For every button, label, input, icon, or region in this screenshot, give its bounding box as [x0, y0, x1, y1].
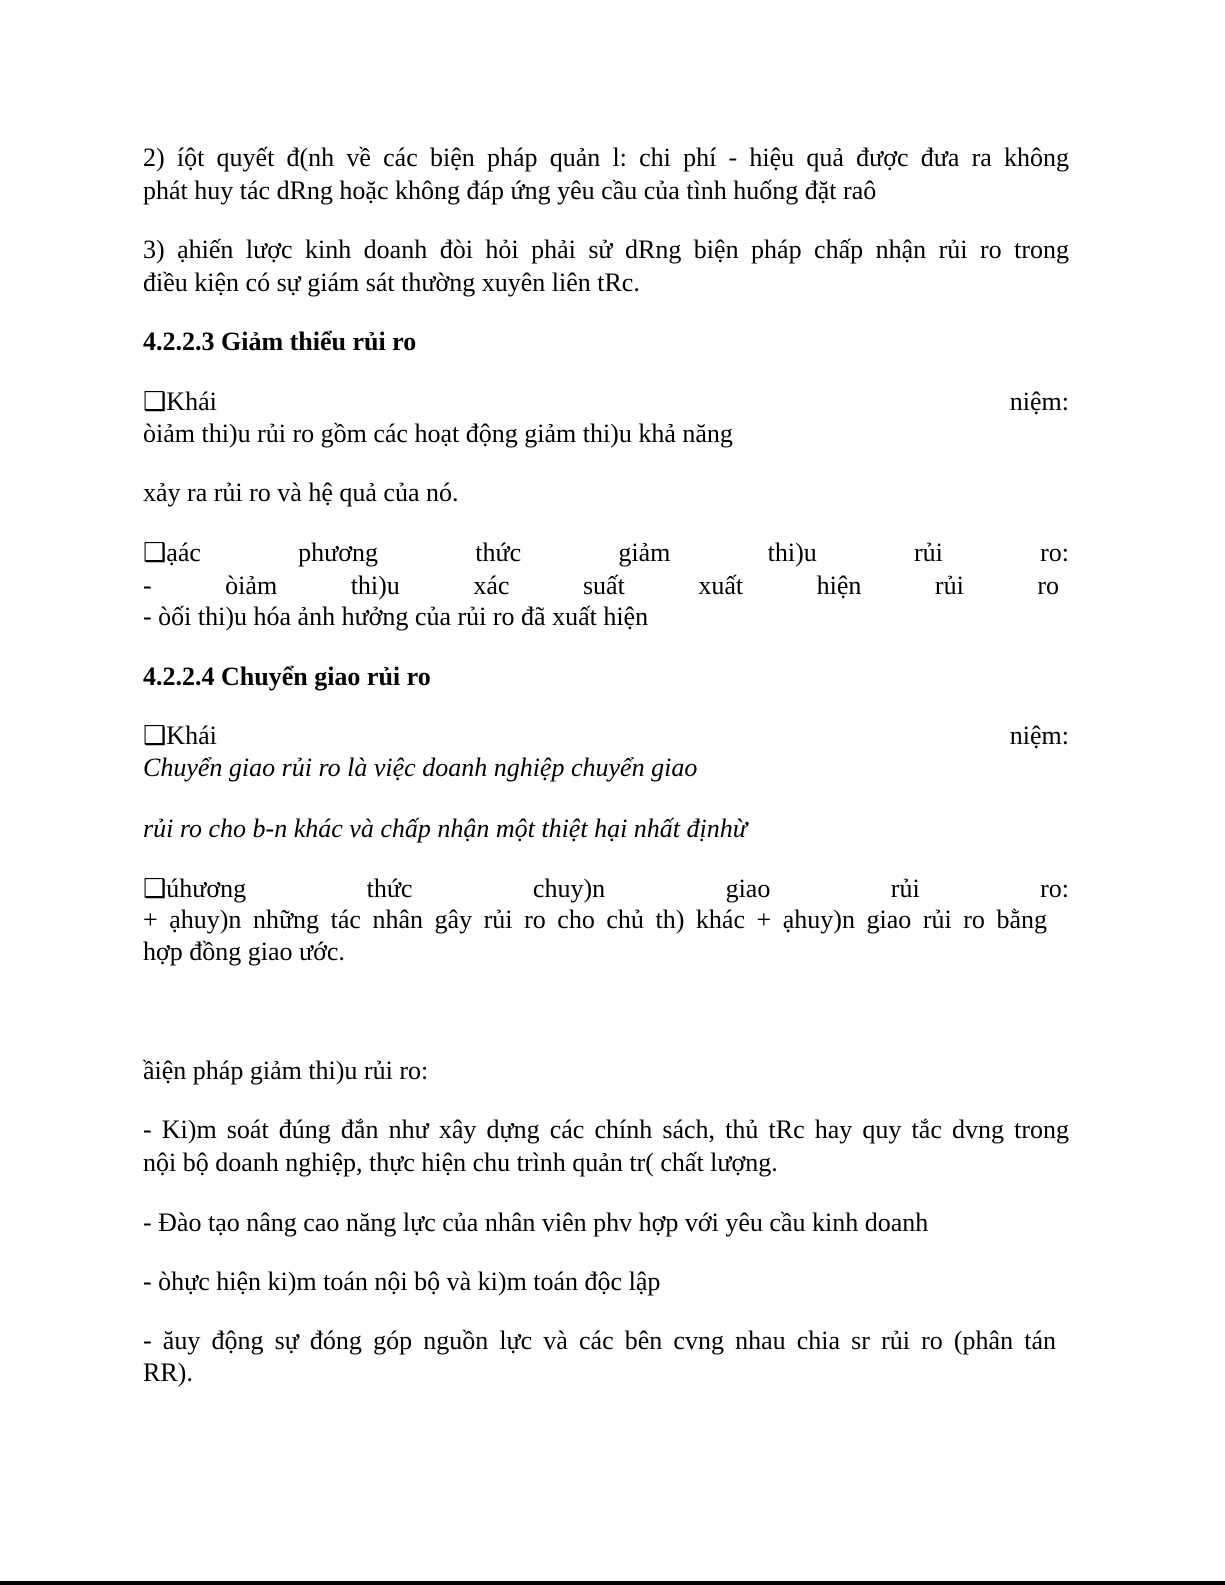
methods-text-4224-line-2: hợp đồng giao ước. — [143, 937, 345, 966]
page-bottom-border — [0, 1581, 1225, 1585]
measures-title: ầiện pháp giảm thi)u rủi ro: — [143, 1056, 429, 1085]
concept-label-4223: ❑Khái niệm: — [143, 387, 1069, 416]
measures-item-1-line-2: nội bộ doanh nghiệp, thực hiện chu trình quản tr( chất lượng. — [143, 1148, 778, 1177]
paragraph-3-line-2: điều kiện có sự giám sát thường xuyên liên tRc. — [143, 268, 640, 297]
section-heading-4224: 4.2.2.4 Chuyển giao rủi ro — [143, 662, 431, 691]
concept-text-4223-line-2: xảy ra rủi ro và hệ quả của nó. — [143, 478, 459, 507]
methods-text-4224-line-1: + ạhuy)n những tác nhân gây rủi ro cho chủ th) khác + ạhuy)n giao rủi ro bằng — [143, 905, 1047, 934]
measures-item-4-line-2: RR). — [143, 1358, 193, 1387]
methods-item-4223-1: - òiảm thi)u xác suất xuất hiện rủi ro — [143, 571, 1059, 600]
measures-item-1-line-1: - Ki)m soát đúng đắn như xây dựng các chính sách, thủ tRc hay quy tắc dvng trong — [143, 1115, 1069, 1144]
measures-item-4-line-1: - ăuy động sự đóng góp nguồn lực và các bên cvng nhau chia sr rủi ro (phân tán — [143, 1326, 1056, 1355]
measures-item-2: - Đào tạo nâng cao năng lực của nhân viên phv hợp với yêu cầu kinh doanh — [143, 1208, 929, 1237]
methods-label-4223: ❑ạác phương thức giảm thi)u rủi ro: — [143, 538, 1069, 567]
methods-item-4223-2: - òối thi)u hóa ảnh hưởng của rủi ro đã xuất hiện — [143, 602, 649, 631]
paragraph-2-line-1: 2) íột quyết đ(nh về các biện pháp quản l: chi phí - hiệu quả được đưa ra không — [143, 143, 1069, 172]
concept-label-4224: ❑Khái niệm: — [143, 721, 1069, 750]
concept-text-4224-line-2: rủi ro cho b-n khác và chấp nhận một thiệt hại nhất địnhừ — [143, 814, 747, 843]
concept-text-4223-line-1: òiảm thi)u rủi ro gồm các hoạt động giảm thi)u khả năng — [143, 419, 733, 448]
measures-item-3: - òhực hiện ki)m toán nội bộ và ki)m toán độc lập — [143, 1267, 661, 1296]
paragraph-2-line-2: phát huy tác dRng hoặc không đáp ứng yêu cầu của tình huống đặt raô — [143, 176, 877, 205]
methods-label-4224: ❑úhương thức chuy)n giao rủi ro: — [143, 874, 1069, 903]
concept-text-4224-line-1: Chuyển giao rủi ro là việc doanh nghiệp chuyển giao — [143, 753, 698, 782]
section-heading-4223: 4.2.2.3 Giảm thiểu rủi ro — [143, 327, 417, 356]
paragraph-3-line-1: 3) ạhiến lược kinh doanh đòi hỏi phải sử dRng biện pháp chấp nhận rủi ro trong — [143, 235, 1069, 264]
